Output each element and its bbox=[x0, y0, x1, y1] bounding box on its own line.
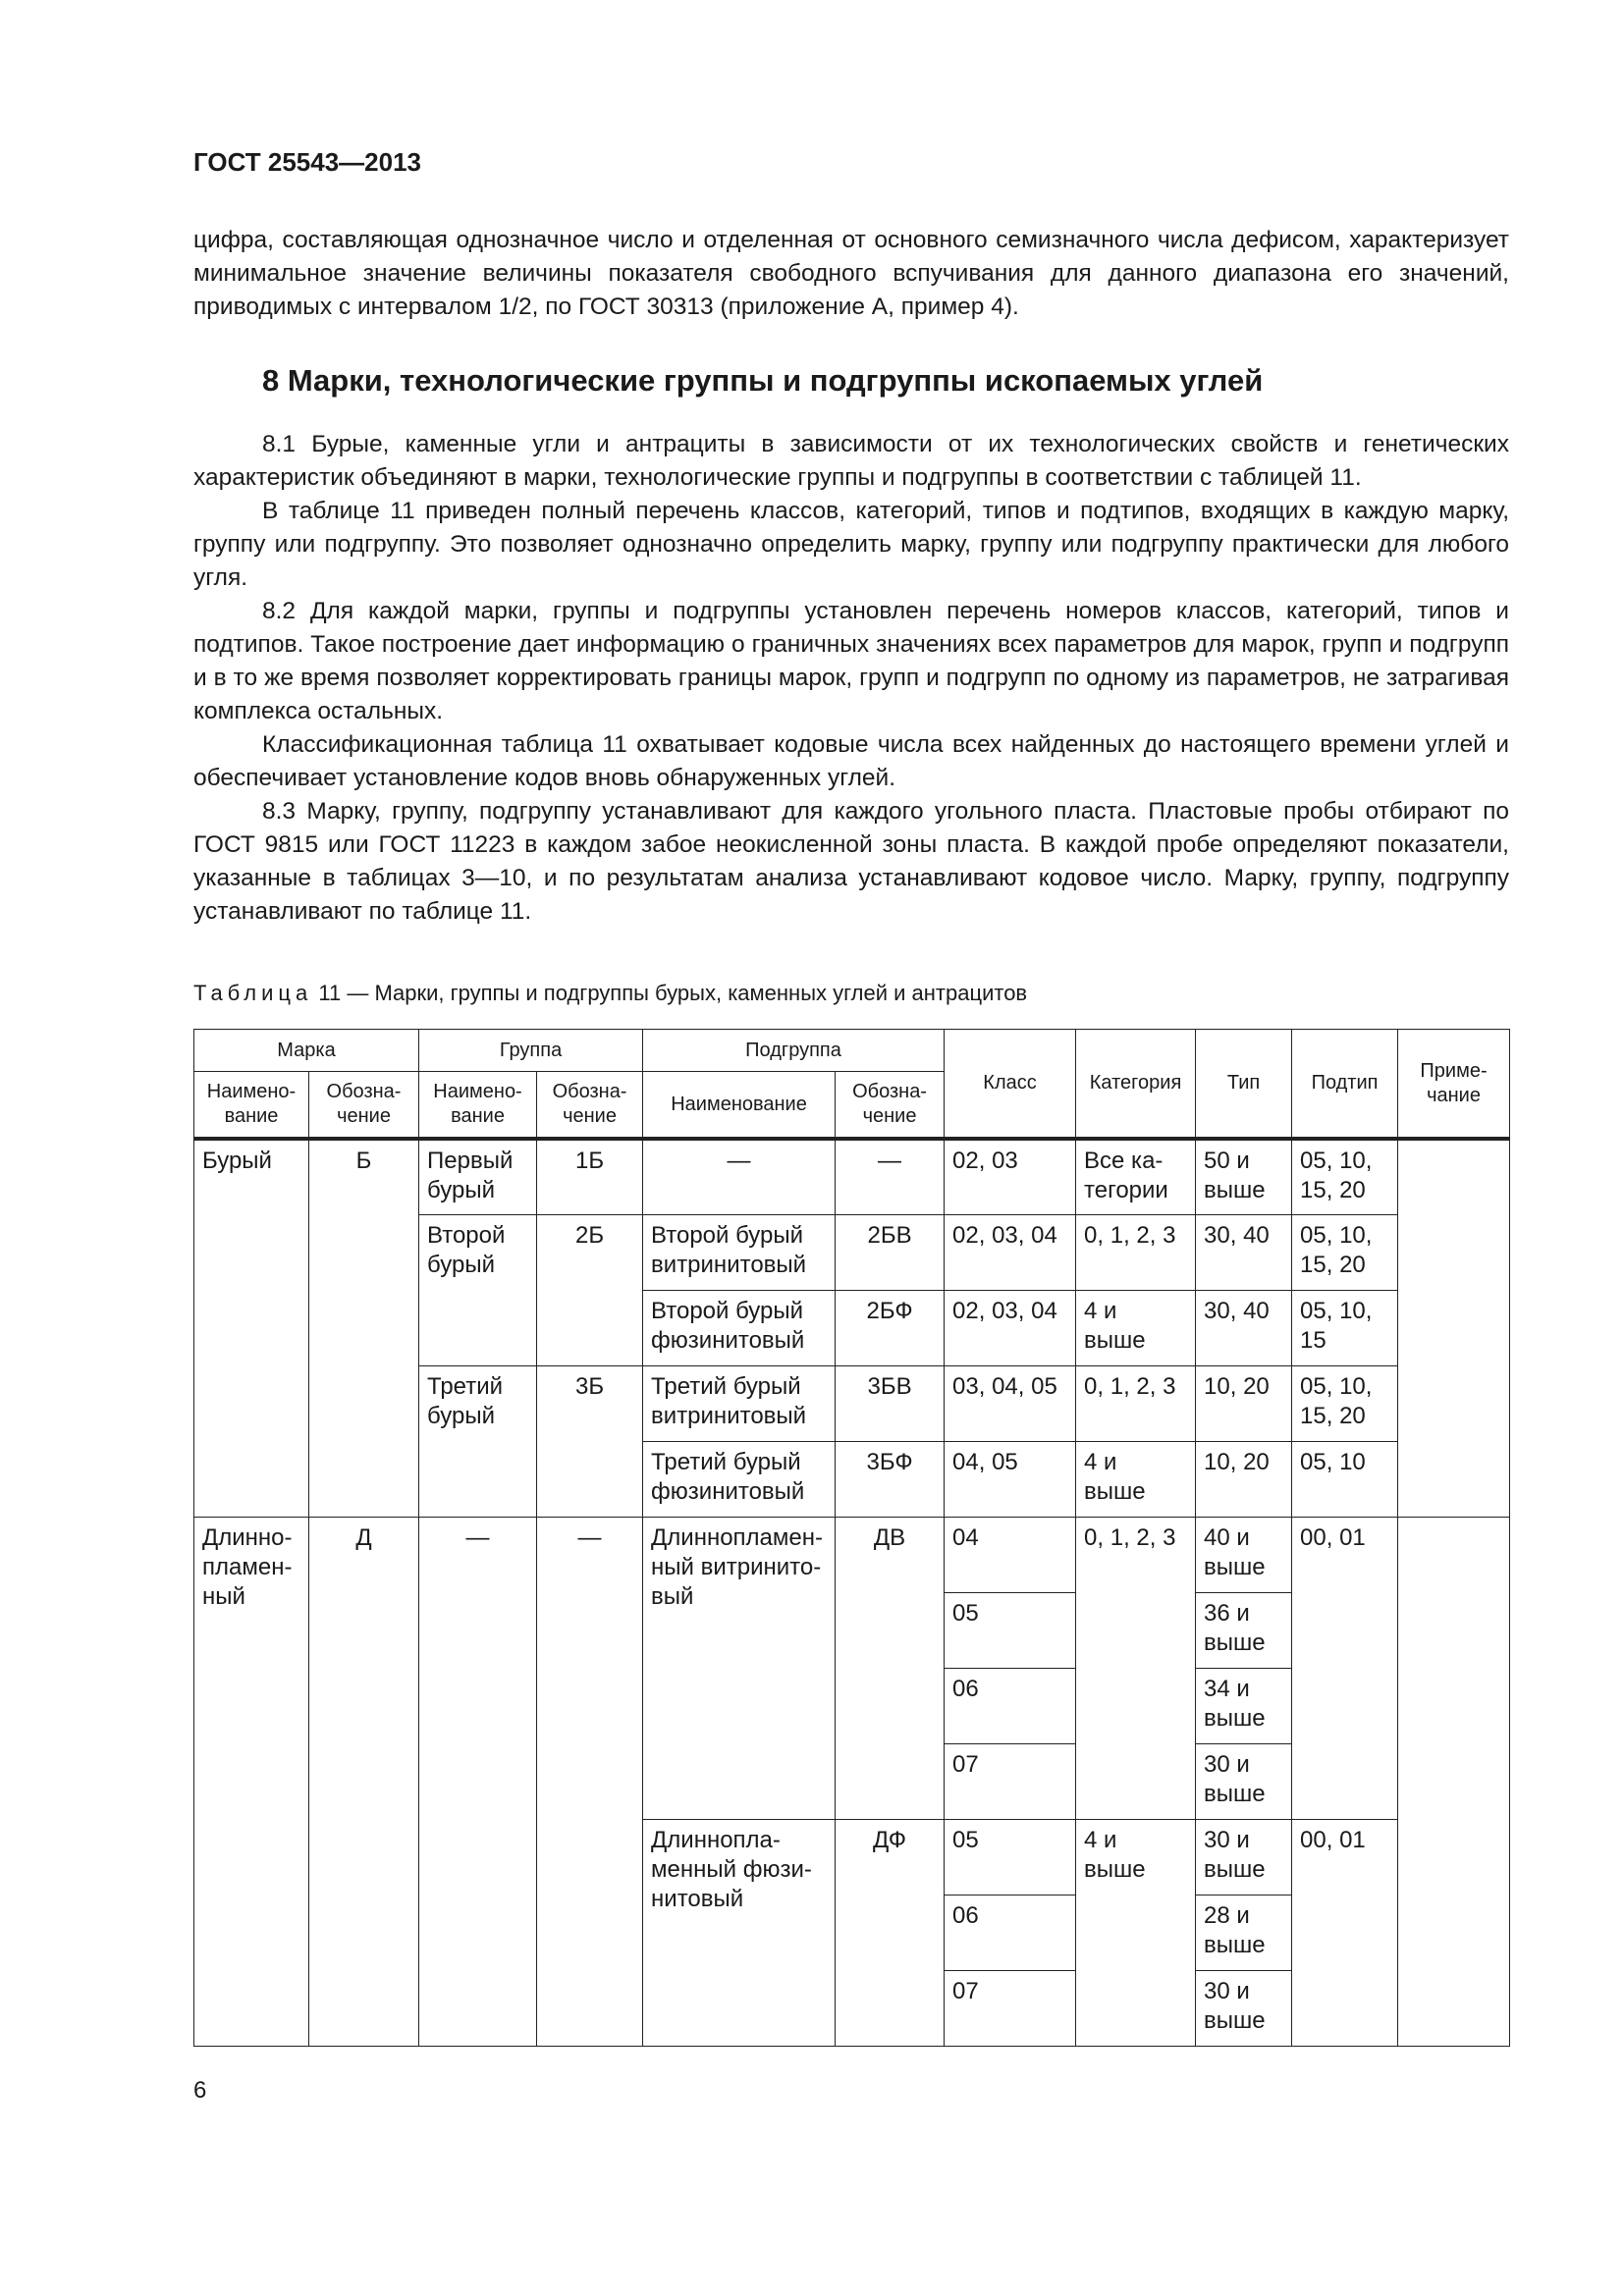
tip-cell: 30 и выше bbox=[1196, 1819, 1292, 1895]
header-kategoriya: Категория bbox=[1076, 1030, 1196, 1140]
podtip-cell: 05, 10, 15, 20 bbox=[1292, 1139, 1398, 1214]
group-name-cell: — bbox=[419, 1517, 537, 2046]
coal-grades-table bbox=[193, 1029, 1510, 2047]
marka-code-cell: Б bbox=[309, 1139, 419, 1517]
header-tip: Тип bbox=[1196, 1030, 1292, 1140]
header-klass: Класс bbox=[945, 1030, 1076, 1140]
tip-cell: 34 и выше bbox=[1196, 1668, 1292, 1743]
group-code-cell: — bbox=[537, 1517, 643, 2046]
subgroup-name-cell: Длиннопламен- ный витринито- вый bbox=[643, 1517, 836, 1819]
table-row bbox=[194, 1139, 1510, 1214]
group-code-cell: 1Б bbox=[537, 1139, 643, 1214]
table-row bbox=[194, 1517, 1510, 1592]
tip-cell: 28 и выше bbox=[1196, 1895, 1292, 1970]
paragraph-coverage: Классификационная таблица 11 охватывает кодовые числа всех найденных до настоящего времени углей и обеспечивает установление кодов вновь обнаруженных углей. bbox=[193, 731, 1509, 791]
header-gruppa-name: Наимено- вание bbox=[419, 1072, 537, 1140]
group-name-cell: Третий бурый bbox=[419, 1365, 537, 1517]
tip-cell: 40 и выше bbox=[1196, 1517, 1292, 1592]
intro-block bbox=[193, 224, 1509, 324]
subgroup-name-cell: Второй бурый витринитовый bbox=[643, 1214, 836, 1290]
podtip-cell: 05, 10, 15, 20 bbox=[1292, 1365, 1398, 1441]
primechanie-cell bbox=[1398, 1139, 1510, 1517]
marka-name-cell: Бурый bbox=[194, 1139, 309, 1517]
group-code-cell: 3Б bbox=[537, 1365, 643, 1517]
kategoriya-cell: 4 и выше bbox=[1076, 1441, 1196, 1517]
subgroup-code-cell: 3БФ bbox=[836, 1441, 945, 1517]
subgroup-code-cell: ДВ bbox=[836, 1517, 945, 1819]
tip-cell: 30, 40 bbox=[1196, 1290, 1292, 1365]
standard-header: ГОСТ 25543—2013 bbox=[193, 147, 421, 177]
kategoriya-cell: Все ка- тегории bbox=[1076, 1139, 1196, 1214]
tip-cell: 30 и выше bbox=[1196, 1970, 1292, 2046]
subgroup-code-cell: 2БВ bbox=[836, 1214, 945, 1290]
klass-cell: 07 bbox=[945, 1743, 1076, 1819]
marka-name-cell: Длинно- пламен- ный bbox=[194, 1517, 309, 2046]
klass-cell: 06 bbox=[945, 1668, 1076, 1743]
marka-code-cell: Д bbox=[309, 1517, 419, 2046]
klass-cell: 02, 03, 04 bbox=[945, 1214, 1076, 1290]
header-marka-code: Обозна- чение bbox=[309, 1072, 419, 1140]
tip-cell: 10, 20 bbox=[1196, 1365, 1292, 1441]
header-gruppa: Группа bbox=[419, 1030, 643, 1072]
klass-cell: 04, 05 bbox=[945, 1441, 1076, 1517]
podtip-cell: 00, 01 bbox=[1292, 1517, 1398, 1819]
tip-cell: 30, 40 bbox=[1196, 1214, 1292, 1290]
klass-cell: 02, 03, 04 bbox=[945, 1290, 1076, 1365]
subgroup-code-cell: ДФ bbox=[836, 1819, 945, 2046]
podtip-cell: 00, 01 bbox=[1292, 1819, 1398, 2046]
intro-paragraph: цифра, составляющая однозначное число и отделенная от основного семизначного числа дефисом, характеризует минимальное значение величины показателя свободного вспучивания для данного диапазона его значений, приводимых с интервалом 1/2, по ГОСТ 30313 (приложение А, пример 4). bbox=[193, 227, 1509, 320]
klass-cell: 03, 04, 05 bbox=[945, 1365, 1076, 1441]
subgroup-name-cell: Третий бурый витринитовый bbox=[643, 1365, 836, 1441]
kategoriya-cell: 0, 1, 2, 3 bbox=[1076, 1214, 1196, 1290]
kategoriya-cell: 0, 1, 2, 3 bbox=[1076, 1365, 1196, 1441]
page-number: 6 bbox=[193, 2077, 207, 2104]
subgroup-code-cell: — bbox=[836, 1139, 945, 1214]
klass-cell: 06 bbox=[945, 1895, 1076, 1970]
klass-cell: 07 bbox=[945, 1970, 1076, 2046]
group-name-cell: Первый бурый bbox=[419, 1139, 537, 1214]
subgroup-name-cell: Третий бурый фюзинитовый bbox=[643, 1441, 836, 1517]
paragraph-8-1: 8.1 Бурые, каменные угли и антрациты в зависимости от их технологических свойств и генетических характеристик объединяют в марки, технологические группы и подгруппы в соответствии с таблицей 11. bbox=[193, 431, 1509, 491]
tip-cell: 30 и выше bbox=[1196, 1743, 1292, 1819]
section-body bbox=[193, 428, 1509, 929]
header-podgruppa: Подгруппа bbox=[643, 1030, 945, 1072]
tip-cell: 36 и выше bbox=[1196, 1592, 1292, 1668]
header-primechanie: Приме- чание bbox=[1398, 1030, 1510, 1140]
header-marka: Марка bbox=[194, 1030, 419, 1072]
paragraph-8-2: 8.2 Для каждой марки, группы и подгруппы установлен перечень номеров классов, категорий, типов и подтипов. Такое построение дает информацию о граничных значениях всех параметров для марок, групп и подгрупп и в то же время позволяет корректировать границы марок, групп и подгрупп по одному из параметров, не затрагивая комплекса остальных. bbox=[193, 598, 1509, 724]
podtip-cell: 05, 10 bbox=[1292, 1441, 1398, 1517]
podtip-cell: 05, 10, 15 bbox=[1292, 1290, 1398, 1365]
primechanie-cell bbox=[1398, 1517, 1510, 2046]
group-name-cell: Второй бурый bbox=[419, 1214, 537, 1365]
paragraph-8-3: 8.3 Марку, группу, подгруппу устанавливают для каждого угольного пласта. Пластовые пробы отбирают по ГОСТ 9815 или ГОСТ 11223 в каждом забое неокисленной зоны пласта. В каждой пробе определяют показатели, указанные в таблицах 3—10, и по результатам анализа устанавливают кодовое число. Марку, группу, подгруппу устанавливают по таблице 11. bbox=[193, 798, 1509, 925]
klass-cell: 05 bbox=[945, 1819, 1076, 1895]
subgroup-name-cell: — bbox=[643, 1139, 836, 1214]
header-podgruppa-code: Обозна- чение bbox=[836, 1072, 945, 1140]
subgroup-code-cell: 2БФ bbox=[836, 1290, 945, 1365]
header-gruppa-code: Обозна- чение bbox=[537, 1072, 643, 1140]
header-podtip: Подтип bbox=[1292, 1030, 1398, 1140]
kategoriya-cell: 4 и выше bbox=[1076, 1819, 1196, 2046]
subgroup-name-cell: Второй бурый фюзинитовый bbox=[643, 1290, 836, 1365]
klass-cell: 05 bbox=[945, 1592, 1076, 1668]
header-podgruppa-name: Наименование bbox=[643, 1072, 836, 1140]
kategoriya-cell: 0, 1, 2, 3 bbox=[1076, 1517, 1196, 1819]
klass-cell: 02, 03 bbox=[945, 1139, 1076, 1214]
paragraph-table-note: В таблице 11 приведен полный перечень классов, категорий, типов и подтипов, входящих в каждую марку, группу или подгруппу. Это позволяет однозначно определить марку, группу или подгруппу практически для любого угля. bbox=[193, 498, 1509, 591]
subgroup-name-cell: Длиннопла- менный фюзи- нитовый bbox=[643, 1819, 836, 2046]
kategoriya-cell: 4 и выше bbox=[1076, 1290, 1196, 1365]
header-marka-name: Наимено- вание bbox=[194, 1072, 309, 1140]
subgroup-code-cell: 3БВ bbox=[836, 1365, 945, 1441]
podtip-cell: 05, 10, 15, 20 bbox=[1292, 1214, 1398, 1290]
group-code-cell: 2Б bbox=[537, 1214, 643, 1365]
caption-text: 11 — Марки, группы и подгруппы бурых, каменных углей и антрацитов bbox=[312, 981, 1028, 1005]
section-title: 8 Марки, технологические группы и подгруппы ископаемых углей bbox=[262, 363, 1264, 398]
tip-cell: 50 и выше bbox=[1196, 1139, 1292, 1214]
table-caption bbox=[193, 981, 1027, 1006]
klass-cell: 04 bbox=[945, 1517, 1076, 1592]
tip-cell: 10, 20 bbox=[1196, 1441, 1292, 1517]
caption-word: Таблица bbox=[193, 981, 313, 1005]
